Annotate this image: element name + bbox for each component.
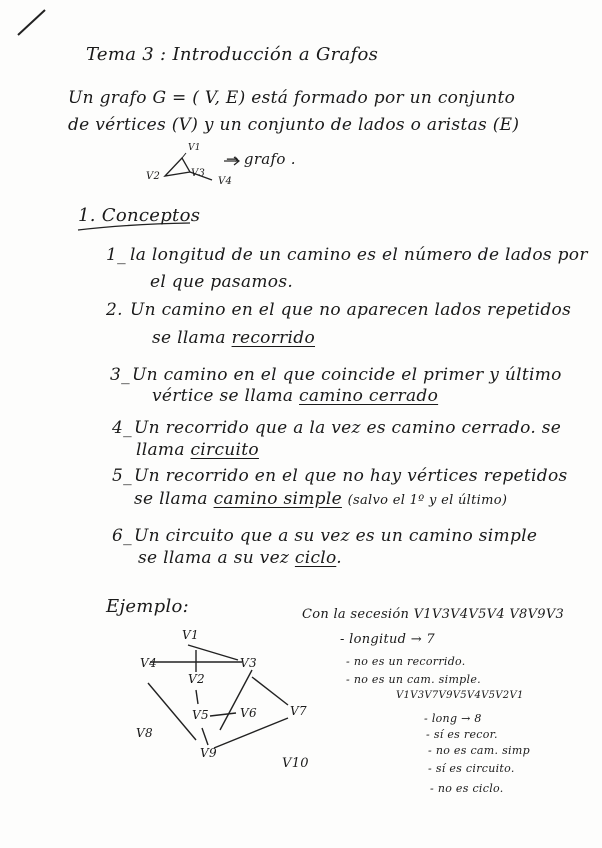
concept-3-line-2 [152, 386, 438, 406]
seq1-note-1: - longitud → 7 [340, 632, 435, 647]
concept-2-line-1: Un camino en el que no aparecen lados repetidos [130, 300, 572, 320]
concept-6-number: 6_ [112, 526, 132, 546]
term-recorrido: recorrido [231, 328, 316, 348]
concept-6-period: . [336, 548, 342, 568]
term-ciclo: ciclo [294, 548, 337, 568]
concept-2-line-2 [152, 328, 315, 348]
concept-5-note: (salvo el 1º y el último) [347, 493, 508, 508]
term-circuito: circuito [190, 440, 259, 460]
page-title: Tema 3 : Introducción a Grafos [86, 44, 379, 65]
vertex-v8: V8 [136, 726, 153, 740]
seq2-note-4: - sí es circuito. [428, 762, 515, 775]
vertex-v1: V1 [182, 628, 199, 642]
concept-3-number: 3_ [110, 365, 130, 385]
example-heading: Ejemplo: [106, 596, 190, 617]
vertex-v10: V10 [282, 756, 309, 771]
sequence-2: V1V3V7V9V5V4V5V2V1 [396, 690, 524, 701]
seq2-note-2: - sí es recor. [426, 728, 498, 741]
concept-5-prefix: se llama [134, 489, 214, 509]
concept-3-line-1: Un camino en el que coincide el primer y último [132, 365, 562, 385]
sequence-1: Con la secesión V1V3V4V5V4 V8V9V3 [302, 607, 565, 622]
concept-6-prefix: se llama a su vez [138, 548, 295, 568]
grafo-label: → grafo . [226, 150, 296, 168]
concept-4-prefix: llama [136, 440, 191, 460]
seq2-note-5: - no es ciclo. [430, 782, 504, 795]
mini-label-v4: V4 [218, 176, 233, 187]
section-heading: 1. Conceptos [78, 205, 201, 226]
mini-label-v1: V1 [188, 143, 201, 153]
concept-6-line-2 [138, 548, 342, 568]
concept-3-prefix: vértice se llama [152, 386, 300, 406]
concept-2-prefix: se llama [152, 328, 232, 348]
concept-1-line-2: el que pasamos. [150, 272, 294, 292]
intro-line-1: Un grafo G = ( V, E) está formado por un conjunto [68, 88, 516, 108]
intro-line-2: de vértices (V) y un conjunto de lados o aristas (E) [68, 115, 520, 135]
vertex-v2: V2 [188, 672, 205, 686]
seq2-note-3: - no es cam. simp [428, 744, 530, 757]
concept-4-number: 4_ [112, 418, 132, 438]
concept-5-line-2 [134, 489, 507, 509]
concept-5-line-1: Un recorrido en el que no hay vértices repetidos [134, 466, 568, 486]
vertex-v3: V3 [240, 656, 257, 670]
seq2-note-1: - long → 8 [424, 712, 482, 725]
concept-6-line-1: Un circuito que a su vez es un camino simple [134, 526, 538, 546]
example-graph-edges [148, 645, 288, 748]
mini-label-v2: V2 [146, 171, 161, 182]
vertex-v5: V5 [192, 708, 209, 722]
concept-2-number: 2. [106, 300, 123, 320]
term-camino-simple: camino simple [213, 489, 342, 509]
concept-1-line-1: la longitud de un camino es el número de lados por [130, 245, 588, 265]
seq1-note-3: - no es un cam. simple. [346, 673, 481, 686]
concept-4-line-1: Un recorrido que a la vez es camino cerrado. se [134, 418, 562, 438]
seq1-note-2: - no es un recorrido. [346, 655, 466, 668]
vertex-v6: V6 [240, 706, 257, 720]
concept-1-number: 1_ [106, 245, 126, 265]
term-camino-cerrado: camino cerrado [299, 386, 439, 406]
corner-slash [18, 10, 45, 35]
vertex-v4: V4 [140, 656, 157, 670]
concept-4-line-2 [136, 440, 259, 460]
vertex-v9: V9 [200, 746, 217, 760]
vertex-v7: V7 [290, 704, 307, 718]
mini-label-v3: V3 [191, 168, 206, 179]
concept-5-number: 5_ [112, 466, 132, 486]
